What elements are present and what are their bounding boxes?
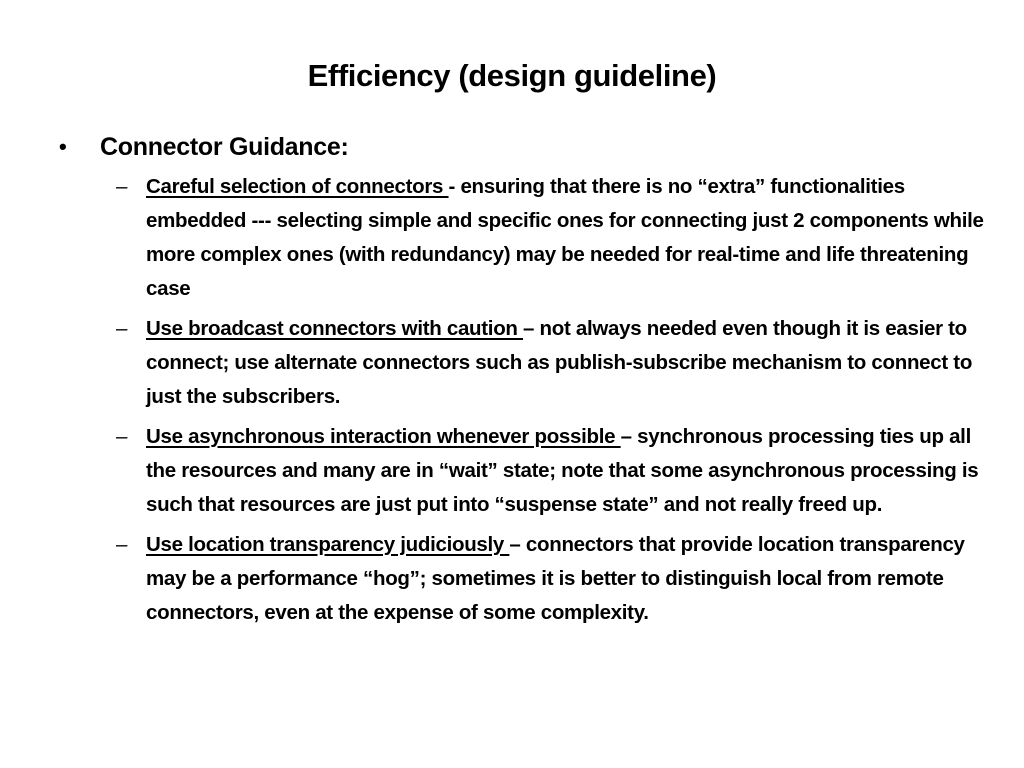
sub-bullet-lead: Careful selection of connectors bbox=[146, 175, 449, 198]
dash-icon: – bbox=[116, 425, 128, 448]
dash-icon: – bbox=[116, 317, 128, 340]
sub-bullet-lead: Use asynchronous interaction whenever possible bbox=[146, 425, 621, 448]
bullet-connector-guidance bbox=[56, 128, 996, 166]
sub-bullet-text: – connectors that provide location transparency may be a performance “hog”; sometimes it is better to distinguish local from remote connectors, even at the expense of some complexity. bbox=[146, 533, 965, 624]
sub-bullet-item bbox=[56, 420, 996, 522]
sub-bullet-item bbox=[56, 170, 996, 306]
bullet-heading: Connector Guidance: bbox=[100, 133, 349, 161]
sub-bullet-list bbox=[56, 170, 996, 630]
bullet-dot-icon: • bbox=[59, 134, 67, 159]
sub-bullet-text: - ensuring that there is no “extra” functionalities embedded --- selecting simple and specific ones for connecting just 2 components while more complex ones (with redundancy) may be needed for real-time and life threatening case bbox=[146, 175, 984, 300]
slide-content bbox=[56, 128, 996, 636]
dash-icon: – bbox=[116, 175, 128, 198]
sub-bullet-item bbox=[56, 528, 996, 630]
sub-bullet-lead: Use broadcast connectors with caution bbox=[146, 317, 524, 340]
sub-bullet-lead: Use location transparency judiciously bbox=[146, 533, 510, 556]
sub-bullet-text: – synchronous processing ties up all the resources and many are in “wait” state; note that some asynchronous processing is such that resources are just put into “suspense state” and not really freed up. bbox=[146, 425, 979, 516]
dash-icon: – bbox=[116, 533, 128, 556]
sub-bullet-text: – not always needed even though it is easier to connect; use alternate connectors such as publish-subscribe mechanism to connect to just the subscribers. bbox=[146, 317, 973, 408]
sub-bullet-item bbox=[56, 312, 996, 414]
slide-title: Efficiency (design guideline) bbox=[307, 58, 717, 93]
